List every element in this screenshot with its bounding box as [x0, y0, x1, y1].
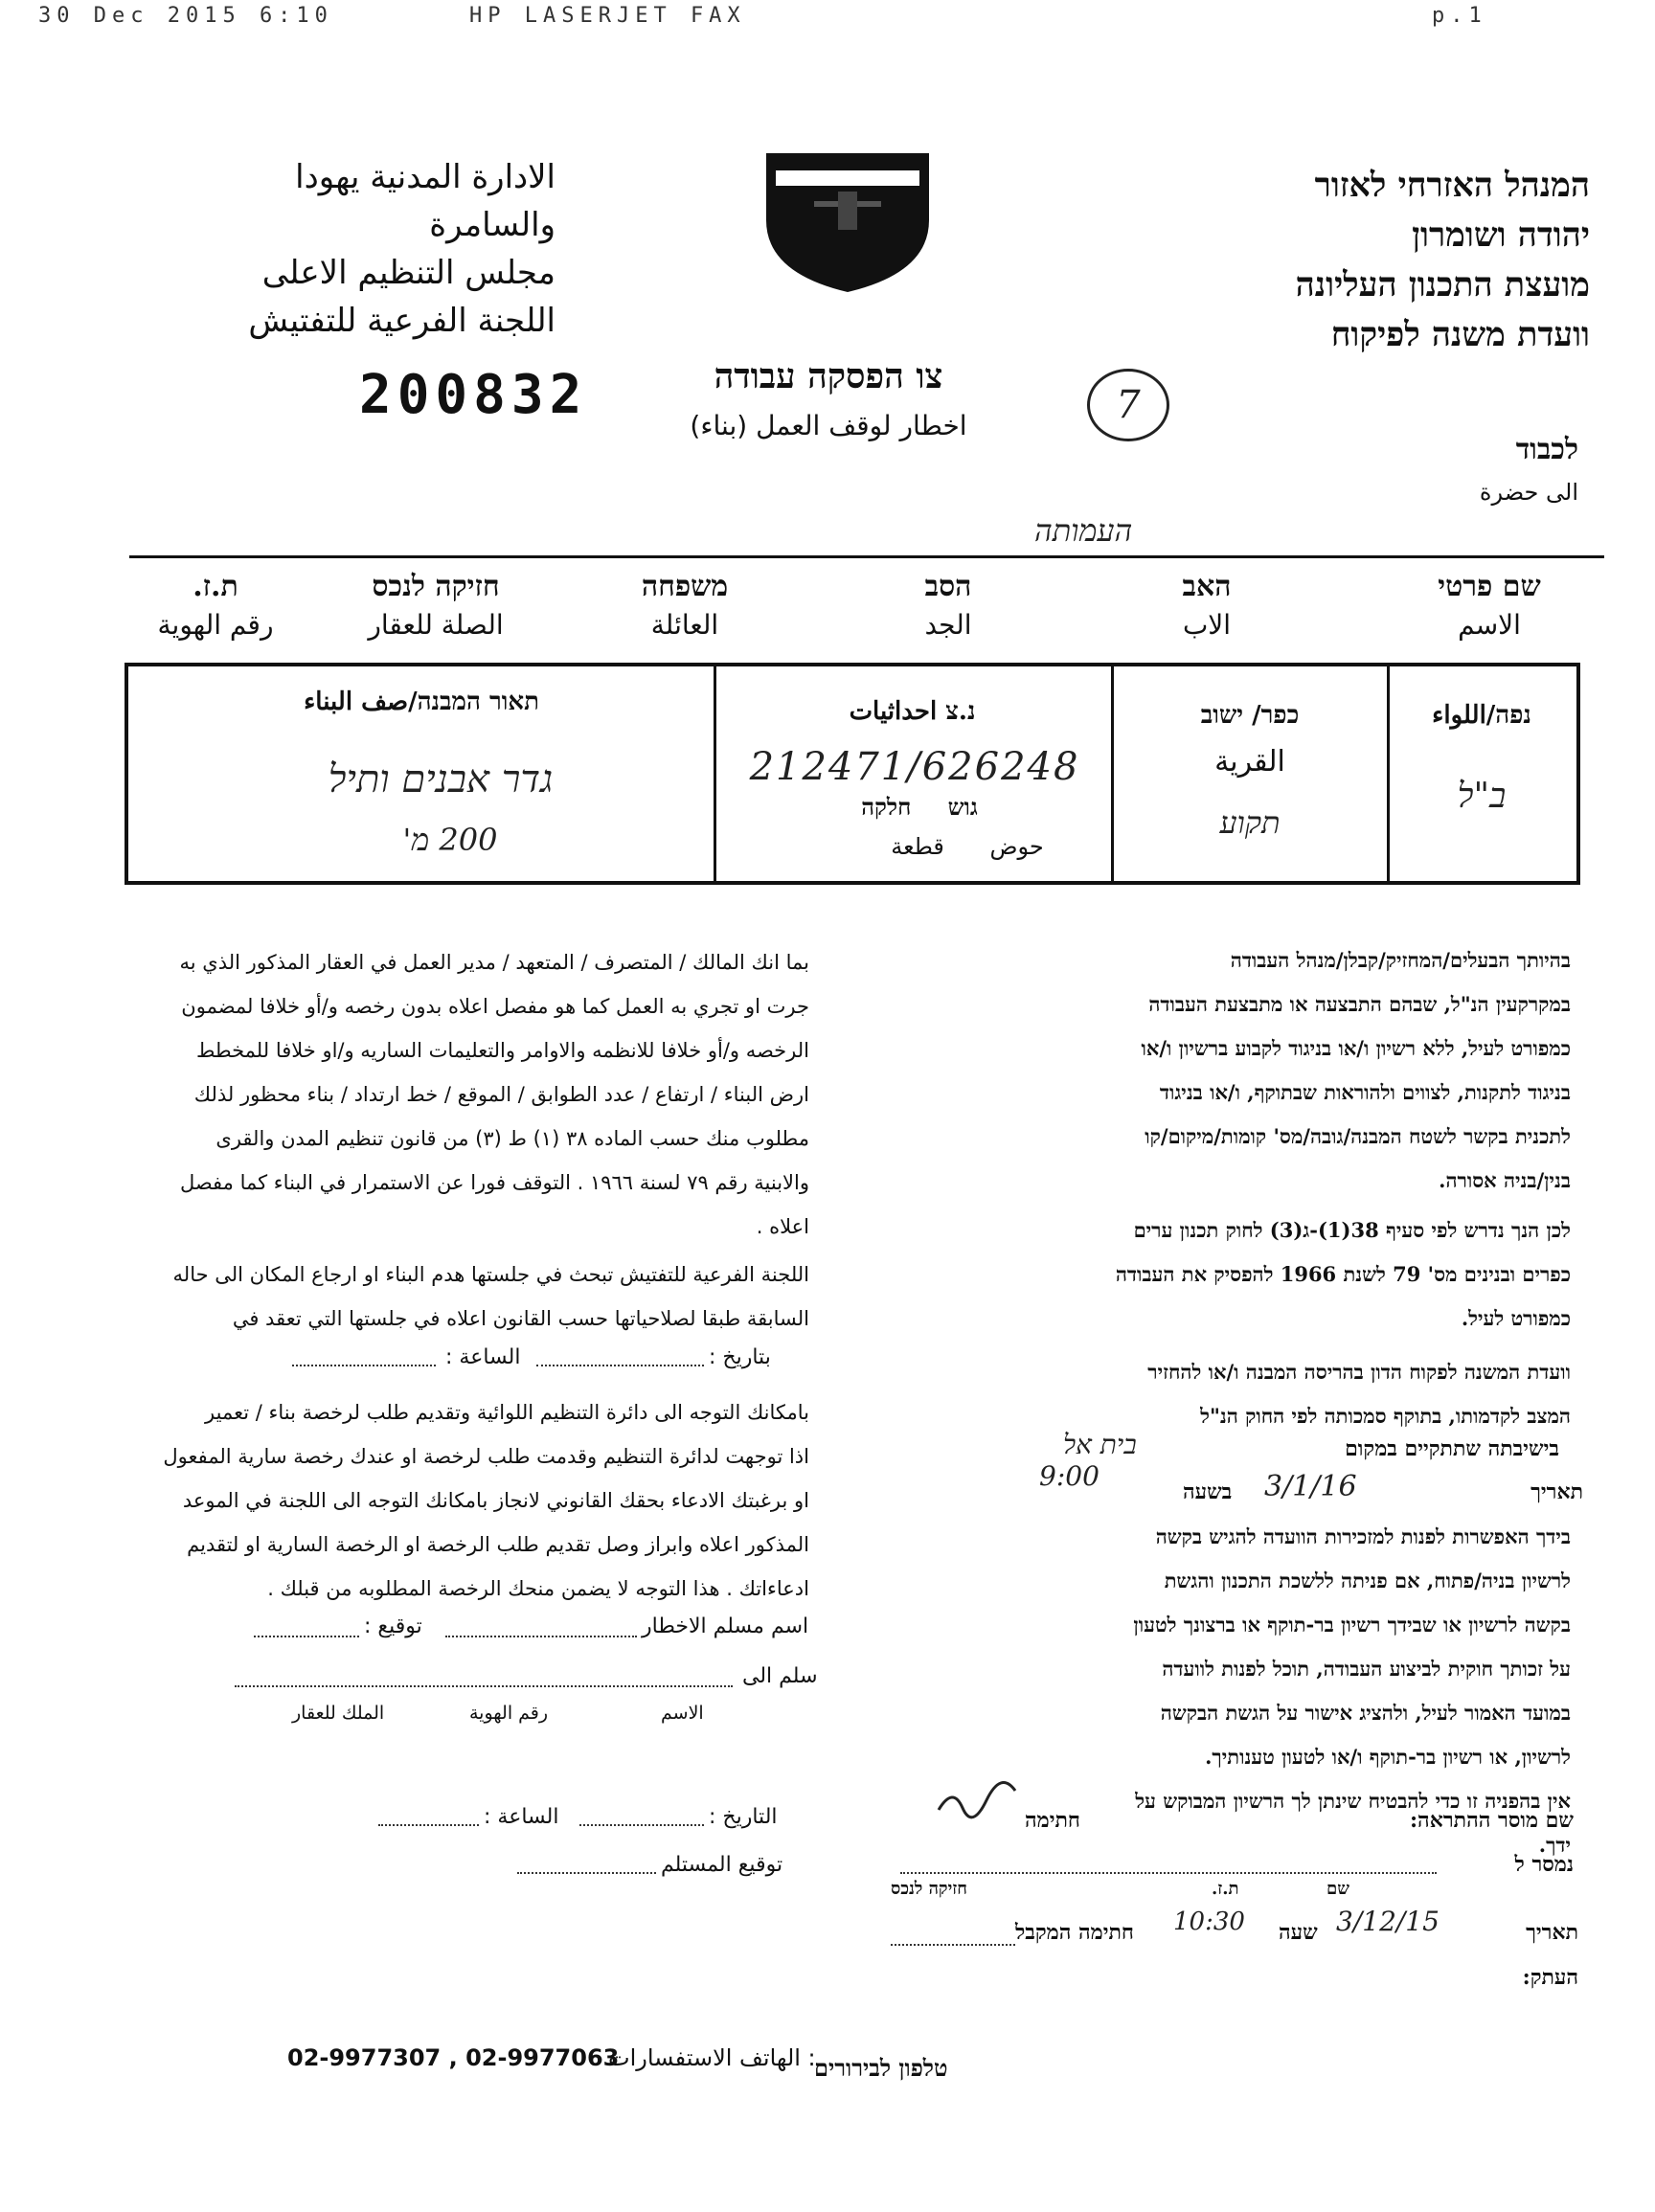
field-label-he: האב [1182, 570, 1232, 603]
footer-label-arabic: : الهاتف الاستفسارات [608, 2044, 816, 2071]
text-line: בידך האפשרות לפנות למזכירות הוועדה להגיש בקשה [1155, 1524, 1571, 1548]
arabic-time2-line [378, 1824, 479, 1826]
arabic-body-para3 [62, 1390, 809, 1611]
text-line: על זכותך חוקית לביצוע העבודה, תוכל לפנות לוועדה [1162, 1657, 1571, 1681]
text-line: אין בהפניה זו כדי להבטיח שינתן לך הרשיון המבוקש על [1135, 1789, 1571, 1813]
footer-phones: 02-9977307 , 02-9977063 [287, 2044, 620, 2071]
text-line: לכן הנך נדרש לפי סעיף 38(1)-ג(3) לחוק תכנון ערים [1133, 1218, 1571, 1242]
arabic-id-label: رقم الهوية [469, 1703, 549, 1724]
district-label: נפה/اللواء [1432, 701, 1531, 730]
text-line: السابقة طبقا لصلاحياتها حسب القانون اعلاه في جلستها التي تعقد في [232, 1307, 809, 1330]
delivered-to-line [900, 1872, 1437, 1874]
time2-label-he: שעה [1279, 1920, 1318, 1945]
arabic-delivered-to-line [235, 1685, 733, 1687]
fax-page: p.1 [1432, 4, 1487, 28]
field-label-ar: الصلة للعقار [368, 609, 504, 641]
arabic-body-para1 [62, 940, 809, 1249]
field-label-ar: رقم الهوية [157, 609, 274, 641]
field-label-he: משפחה [641, 570, 729, 603]
deliverer-label-he: שם מוסר ההתראה: [1409, 1808, 1574, 1833]
building-value-line1: גדר אבנים ותיל [328, 757, 554, 801]
fax-datetime: 30 Dec 2015 6:10 [38, 4, 333, 28]
document-number: 200832 [359, 364, 588, 426]
arabic-deliverer-label: اسم مسلم الاخطار [642, 1614, 809, 1638]
text-line: לתכנית בקשר לשטח המבנה/גובה/מס' קומות/מיקום/קו [1145, 1124, 1571, 1148]
hebrew-body-para1 [891, 938, 1571, 1203]
hebrew-header [1092, 161, 1590, 360]
document-title-hebrew: צו הפסקה עבודה [714, 356, 943, 396]
delivered-to-label-he: נמסר ל [1514, 1852, 1574, 1877]
text-line: مطلوب منك حسب الماده ٣٨ (١) ط (٣) من قانون تنظيم المدن والقرى [215, 1127, 809, 1150]
text-line: במקרקעין הנ"ל, שבהם התבצעה או מתבצעת העבודה [1148, 992, 1571, 1016]
text-line: بامكانك التوجه الى دائرة التنظيم اللوائية وتقديم طلب لرخصة بناء / تعمير [205, 1401, 809, 1424]
arabic-time-line [292, 1365, 436, 1366]
holding-label-he: חזיקה לנכס [891, 1879, 967, 1899]
text-line: במועד האמור לעיל, ולהציג אישור על הגשת הבקשה [1160, 1701, 1571, 1725]
arabic-owner-label: الملك للعقار [292, 1703, 385, 1724]
building-label: תאור המבנה/صف البناء [304, 688, 539, 716]
recipient-handwritten: העמותה [1034, 512, 1133, 549]
hebrew-header-line: המנהל האזרחי לאזור [1314, 166, 1590, 205]
hebrew-header-line: וועדת משנה לפיקוח [1330, 315, 1590, 354]
meeting-date-label: תאריך [1530, 1479, 1583, 1504]
field-label-he: ת.ז. [193, 570, 238, 603]
text-line: המצב לקדמותו, בתוקף סמכותה לפי החוק הנ"ל [1200, 1404, 1571, 1428]
text-line: المذكور اعلاه وابراز وصل تقديم طلب الرخصة او الرخصة السارية او لتقديم [187, 1533, 809, 1556]
emblem-icon [757, 144, 939, 297]
field-id-number [125, 570, 306, 641]
field-grandfather [872, 570, 1025, 641]
hebrew-body-para3 [891, 1350, 1571, 1438]
receiver-signature-label-he: חתימה המקבל [1015, 1920, 1134, 1945]
text-line: כפרים ובנינים מס' 79 לשנת 1966 להפסיק את העבודה [1115, 1262, 1571, 1286]
table-divider [714, 663, 716, 885]
text-line: לרשיון, או רשיון בר-תוקף ו/או לטעון טענותיך. [1205, 1745, 1571, 1769]
text-line: כמפורט לעיל. [1461, 1306, 1571, 1330]
fax-device: HP LASERJET FAX [469, 4, 746, 28]
to-label-arabic: الى حضرة [1479, 479, 1578, 506]
field-label-ar: الاب [1182, 609, 1232, 641]
arabic-name-label: الاسم [661, 1703, 704, 1724]
meeting-place-label: בישיבתה שתתקיים במקום [1345, 1436, 1559, 1461]
arabic-deliverer-signature-label: توقيع : [364, 1614, 422, 1638]
field-label-ar: العائلة [650, 609, 719, 641]
circled-mark: 7 [1087, 369, 1169, 441]
id-label-he: ת.ז. [1212, 1879, 1239, 1899]
arabic-receiver-signature-line [517, 1872, 656, 1874]
field-father [1130, 570, 1283, 641]
arabic-header-line: والسامرة [429, 206, 555, 244]
signature-scribble-icon [934, 1781, 1020, 1823]
text-line: וועדת המשנה לפקוח הדון בהריסה המבנה ו/או להחזיר [1147, 1360, 1571, 1384]
arabic-deliverer-line [445, 1636, 637, 1637]
document-title-arabic: اخطار لوقف العمل (بناء) [690, 410, 967, 441]
text-line: בהיותך הבעלים/המחזיק/קבלן/מנהל העבודה [1230, 948, 1571, 972]
text-line: اعلاه . [756, 1215, 809, 1238]
building-value-line2: 200 מ' [402, 822, 498, 858]
field-property-relation [330, 570, 541, 641]
hebrew-header-line: מועצת התכנון העליונה [1295, 265, 1590, 305]
coordinates-label: נ.צ احداثيات [849, 697, 976, 726]
meeting-date-value: 3/1/16 [1264, 1470, 1357, 1503]
field-label-ar: الجد [924, 609, 972, 641]
divider-line [129, 555, 1604, 558]
table-divider [1387, 663, 1390, 885]
arabic-header-line: مجلس التنظيم الاعلى [261, 254, 555, 292]
arabic-delivered-to-label: سلم الى [742, 1664, 818, 1688]
text-line: اللجنة الفرعية للتفتيش تبحث في جلستها هدم البناء او ارجاع المكان الى حاله [172, 1263, 809, 1286]
arabic-header-line: اللجنة الفرعية للتفتيش [248, 302, 555, 340]
text-line: جرت او تجري به العمل كما هو مفصل اعلاه بدون رخصه و/أو خلافا لمضمون [181, 995, 809, 1018]
text-line: בניגוד לתקנות, לצווים ולהוראות שבתוקף, ו/או בניגוד [1159, 1080, 1571, 1104]
field-family [603, 570, 766, 641]
field-label-he: חזיקה לנכס [372, 570, 500, 603]
date2-label-he: תאריך [1526, 1920, 1578, 1945]
arabic-time-label: الساعة : [445, 1345, 521, 1369]
district-value: ב"ל [1457, 777, 1507, 816]
arabic-header [144, 153, 555, 345]
copy-label: העתק: [1522, 1965, 1578, 1990]
field-label-he: שם פרטי [1438, 570, 1541, 603]
field-first-name [1398, 570, 1580, 641]
text-line: والابنية رقم ٧٩ لسنة ١٩٦٦ . التوقف فورا عن الاستمرار في البناء كما مفصل [179, 1171, 809, 1194]
text-line: ارض البناء / ارتفاع / عدد الطوابق / الموقع / خط ارتداد / بناء محظور لذلك [193, 1083, 809, 1106]
text-line: בקשה לרשיון או שבידך רשיון בר-תוקף או ברצונך לטעון [1133, 1613, 1571, 1636]
to-label-hebrew: לכבוד [1515, 433, 1578, 466]
arabic-receiver-signature-label: توقيع المستلم [661, 1853, 783, 1877]
text-line: بما انك المالك / المتصرف / المتعهد / مدير العمل في العقار المذكور الذي به [179, 951, 809, 974]
text-line: ادعاءاتك . هذا التوجه لا يضمن منحك الرخصة المطلوبه من قبلك . [267, 1577, 809, 1600]
footer-label-hebrew: טלפון לבירורים [814, 2054, 948, 2082]
meeting-time-label: בשעה [1183, 1479, 1233, 1504]
parcel-label-he: גוש חלקה [861, 793, 978, 821]
arabic-date2-line [579, 1824, 704, 1826]
field-label-ar: الاسم [1458, 609, 1521, 641]
village-label-ar: القرية [1214, 745, 1285, 779]
arabic-time2-label: الساعة : [484, 1805, 559, 1829]
hebrew-body-para2 [891, 1208, 1571, 1341]
text-line: اذا توجهت لدائرة التنظيم وقدمت طلب لرخصة او عندك رخصة سارية المفعول [163, 1445, 809, 1468]
text-line: الرخصه و/أو خلافا للانظمه والاوامر والتعليمات الساريه و/او خلافا للمخطط [195, 1039, 809, 1062]
text-line: ידך. [1538, 1833, 1571, 1857]
receiver-signature-line [891, 1944, 1015, 1946]
arabic-date2-label: التاريخ : [709, 1805, 778, 1829]
field-label-he: הסב [924, 570, 972, 603]
date2-value: 3/12/15 [1336, 1906, 1440, 1937]
text-line: לרשיון בניה/פתוח, אם פניתה ללשכת התכנון והגשת [1164, 1569, 1571, 1592]
time2-value: 10:30 [1173, 1907, 1245, 1936]
arabic-date-label: بتاريخ : [709, 1345, 771, 1369]
village-value: תקוע [1219, 804, 1281, 841]
arabic-date-line [536, 1365, 704, 1366]
arabic-signature-line [254, 1636, 359, 1637]
meeting-place-value: בית אל [1063, 1429, 1137, 1460]
text-line: او برغبتك الادعاء بحقك القانوني لانجاز بامكانك التوجه الى اللجنة في الموعد [182, 1489, 809, 1512]
text-line: כמפורט לעיל, ללא רשיון ו/או בניגוד לקבוע ברשיון ו/או [1141, 1036, 1571, 1060]
name-label-he: שם [1326, 1879, 1349, 1899]
text-line: בנין/בניה אסורה. [1439, 1168, 1571, 1192]
village-label-he: כפר/ ישוב [1200, 701, 1300, 730]
parcel-label-ar: حوض قطعة [891, 833, 1044, 860]
deliverer-signature-label-he: חתימה [1025, 1808, 1080, 1833]
table-divider [1111, 663, 1114, 885]
meeting-time-value: 9:00 [1039, 1460, 1100, 1492]
coordinates-value: 212471/626248 [749, 745, 1080, 789]
hebrew-header-line: יהודה ושומרון [1412, 215, 1590, 255]
arabic-header-line: الادارة المدنية يهودا [295, 158, 555, 196]
arabic-body-para2 [62, 1253, 809, 1341]
